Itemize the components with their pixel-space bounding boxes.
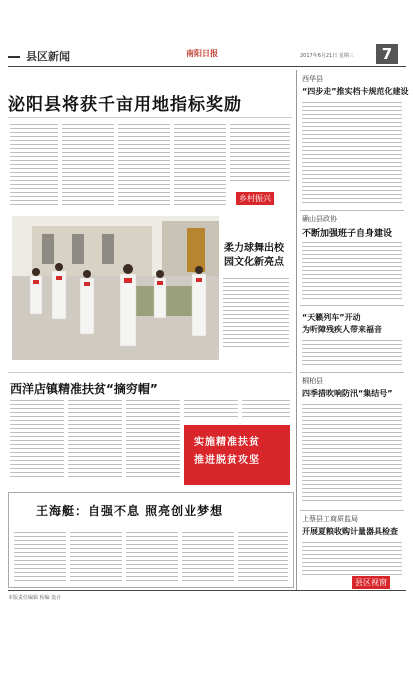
header-rule-icon: [8, 56, 20, 58]
s2-title: 不断加强班子自身建设: [302, 229, 393, 239]
footer-text: 本版责任编辑 检编 设计: [8, 595, 62, 601]
s5-divider: [300, 510, 404, 511]
lead-divider: [8, 117, 292, 118]
lead-headline: 泌阳县将获千亩用地指标奖励: [8, 95, 242, 115]
story3-col-5: [238, 532, 288, 582]
s3-divider: [300, 305, 404, 306]
story2-divider: [8, 372, 292, 373]
s1-kicker: 西华县: [302, 75, 323, 83]
s4-body: [302, 404, 402, 504]
story3-col-4: [182, 532, 234, 582]
date-info: 2017年6月21日 星期三: [300, 53, 354, 59]
badge-line-1: 实施精准扶贫: [194, 437, 260, 448]
story2-badge: [184, 425, 290, 485]
s1-title: “四步走”推实档卡规范化建设: [302, 87, 409, 96]
story2-col-5: [242, 400, 290, 420]
lead-body-col-4: [174, 124, 226, 206]
s3-title-1: “天籁列车”开动: [302, 313, 361, 322]
story3-col-2: [70, 532, 122, 582]
photo-caption-body: [223, 278, 289, 348]
s4-kicker: 桐柏县: [302, 377, 323, 385]
s2-kicker: 确山县政协: [302, 215, 337, 223]
header-divider: [8, 66, 406, 67]
story2-col-4: [184, 400, 238, 420]
lead-body-col-5: [230, 124, 290, 184]
lead-body-col-3: [118, 124, 170, 206]
photo: [12, 216, 219, 360]
story3-col-1: [14, 532, 66, 582]
sidebar-bottom-tag: 县区视窗: [352, 576, 390, 589]
story2-col-2: [68, 400, 122, 480]
s3-body: [302, 340, 402, 368]
photo-caption-title: 柔力球舞出校园文化新亮点: [224, 243, 284, 268]
story2-headline: 西洋店镇精准扶贫“摘穷帽”: [10, 382, 158, 396]
page-number: 7: [376, 44, 398, 64]
s5-body: [302, 542, 402, 576]
story2-col-3: [126, 400, 180, 480]
story2-col-1: [10, 400, 64, 480]
lead-tag: 乡村振兴: [236, 192, 274, 205]
sidebar-divider: [296, 70, 297, 590]
s3-title-2: 为听障残疾人带来福音: [302, 325, 382, 334]
lead-body-col-2: [62, 124, 114, 206]
story3-col-3: [126, 532, 178, 582]
footer-rule: [8, 590, 406, 591]
section-title: 县区新闻: [26, 50, 70, 63]
s1-body: [302, 102, 402, 204]
lead-body-col-1: [10, 124, 58, 206]
s2-body: [302, 242, 402, 300]
s5-title: 开展夏粮收购计量器具检查: [302, 527, 398, 536]
s4-title: 四季措吹响防汛“集结号”: [302, 389, 393, 398]
masthead-small: 南阳日报: [186, 49, 218, 58]
s4-divider: [300, 372, 404, 373]
s2-divider: [300, 210, 404, 211]
story3-headline: 王海艇：自强不息 照亮创业梦想: [36, 504, 224, 518]
s5-kicker: 上蔡县工商质监局: [302, 515, 358, 523]
badge-line-2: 推进脱贫攻坚: [194, 455, 260, 466]
